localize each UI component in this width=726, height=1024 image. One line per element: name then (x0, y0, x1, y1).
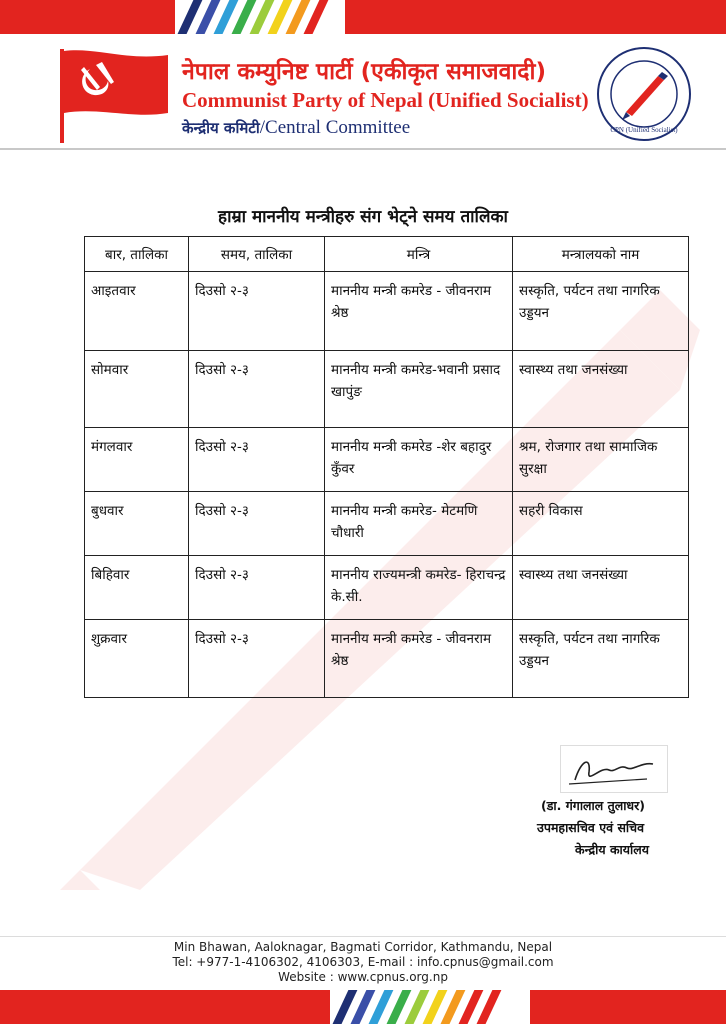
party-seal-icon (596, 46, 692, 142)
table-row (85, 351, 689, 428)
signature-image (560, 745, 668, 793)
cell-ministry: सस्कृति, पर्यटन तथा नागरिक उड्डयन (513, 272, 689, 351)
table-row (85, 492, 689, 556)
cell-minister: माननीय मन्त्री कमरेड-भवानी प्रसाद खापुंङ (325, 351, 513, 428)
cell-minister: माननीय मन्त्री कमरेड - जीवनराम श्रेष्ठ (325, 620, 513, 698)
cell-time: दिउसो २-३ (189, 272, 325, 351)
cell-time: दिउसो २-३ (189, 556, 325, 620)
signatory-role: उपमहासचिव एवं सचिव (537, 820, 645, 835)
cell-minister: माननीय राज्यमन्त्री कमरेड- हिराचन्द्र के.सी. (325, 556, 513, 620)
cell-ministry: स्वास्थ्य तथा जनसंख्या (513, 351, 689, 428)
header-divider (0, 148, 726, 150)
cell-minister: माननीय मन्त्री कमरेड - जीवनराम श्रेष्ठ (325, 272, 513, 351)
column-header-time: समय, तालिका (189, 237, 325, 272)
cell-day: बुधवार (85, 492, 189, 556)
cell-ministry: सस्कृति, पर्यटन तथा नागरिक उड्डयन (513, 620, 689, 698)
table-row (85, 272, 689, 351)
footer (0, 940, 726, 985)
cell-day: मंगलवार (85, 428, 189, 492)
signatory-office: केन्द्रीय कार्यालय (575, 842, 649, 857)
footer-contact: Tel: +977-1-4106302, 4106303, E-mail : info.cpnus@gmail.com (172, 955, 554, 969)
committee-label (182, 117, 410, 139)
cell-minister: माननीय मन्त्री कमरेड- मेटमणि चौधारी (325, 492, 513, 556)
cell-day: सोमवार (85, 351, 189, 428)
committee-label-english: /Central Committee (259, 117, 411, 138)
footer-address: Min Bhawan, Aaloknagar, Bagmati Corridor, Kathmandu, Nepal (173, 940, 553, 954)
cell-time: दिउसो २-३ (189, 351, 325, 428)
party-flag-icon (56, 47, 174, 145)
schedule-title: हाम्रा माननीय मन्त्रीहरु संग भेट्ने समय तालिका (218, 207, 508, 227)
svg-text:CPN (Unified Socialist): CPN (Unified Socialist) (610, 126, 678, 134)
cell-time: दिउसो २-३ (189, 492, 325, 556)
footer-website: Website : www.cpnus.org.np (278, 970, 448, 984)
schedule-table (84, 236, 689, 698)
column-header-day: बार, तालिका (85, 237, 189, 272)
bottom-color-band (0, 990, 726, 1024)
cell-time: दिउसो २-३ (189, 620, 325, 698)
cell-time: दिउसो २-३ (189, 428, 325, 492)
party-name-english: Communist Party of Nepal (Unified Socialist) (182, 88, 589, 112)
footer-divider (0, 936, 726, 937)
column-header-ministry: मन्त्रालयको नाम (513, 237, 689, 272)
table-header-row (85, 237, 689, 272)
cell-ministry: श्रम, रोजगार तथा सामाजिक सुरक्षा (513, 428, 689, 492)
column-header-minister: मन्त्रि (325, 237, 513, 272)
committee-label-nepali: केन्द्रीय कमिटी (182, 119, 260, 137)
cell-day: शुक्रवार (85, 620, 189, 698)
party-name-nepali: नेपाल कम्युनिष्ट पार्टी (एकीकृत समाजवादी) (182, 59, 546, 85)
cell-day: आइतवार (85, 272, 189, 351)
cell-day: बिहिवार (85, 556, 189, 620)
table-row (85, 620, 689, 698)
cell-ministry: स्वास्थ्य तथा जनसंख्या (513, 556, 689, 620)
signatory-name: (डा. गंगालाल तुलाधर) (541, 798, 645, 813)
table-row (85, 556, 689, 620)
table-row (85, 428, 689, 492)
top-color-band (0, 0, 726, 34)
cell-minister: माननीय मन्त्री कमरेड -शेर बहादुर कुँवर (325, 428, 513, 492)
cell-ministry: सहरी विकास (513, 492, 689, 556)
